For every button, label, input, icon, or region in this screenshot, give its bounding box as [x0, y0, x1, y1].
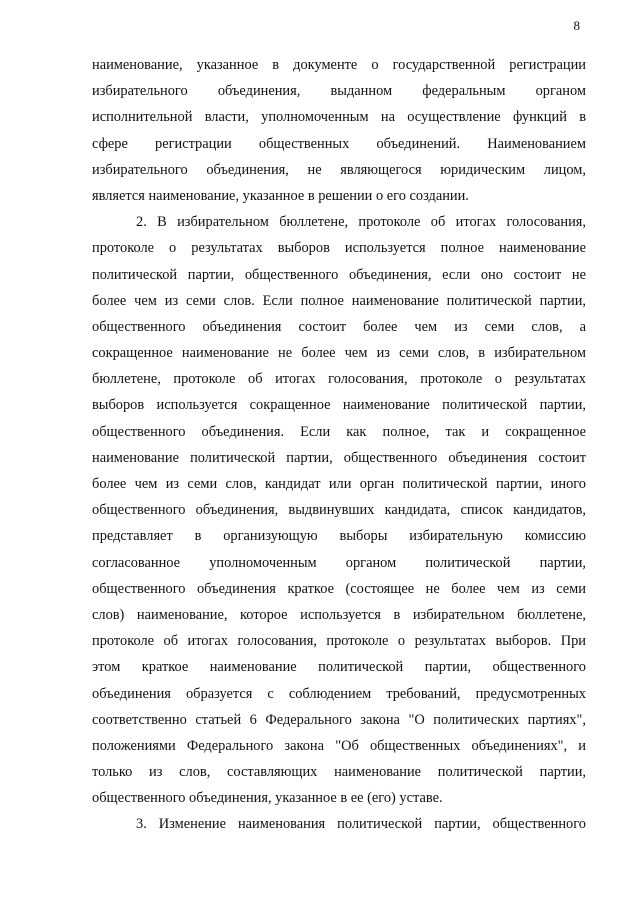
text-line: положениями Федерального закона "Об общественных объединениях", и — [92, 737, 586, 754]
text-line: общественного объединения, указанное в ее (его) уставе. — [92, 790, 443, 807]
text-line: более чем из семи слов, кандидат или орган политической партии, иного — [92, 476, 586, 492]
text-line: сокращенное наименование не более чем из семи слов, в избирательном — [92, 345, 586, 362]
text-line: более чем из семи слов. Если полное наименование политической партии, — [92, 292, 586, 309]
text-line: бюллетене, протоколе об итогах голосования, протоколе о результатах — [92, 371, 586, 388]
paragraph-start-line: 2. В избирательном бюллетене, протоколе об итогах голосования, — [136, 214, 586, 231]
text-line: протоколе о результатах выборов используется полное наименование — [92, 240, 586, 257]
text-line: общественного объединения, выдвинувших кандидата, список кандидатов, — [92, 502, 586, 519]
text-line: наименование, указанное в документе о государственной регистрации — [92, 57, 586, 73]
text-line: является наименование, указанное в решении о его создании. — [92, 187, 469, 204]
text-line: этом краткое наименование политической партии, общественного — [92, 659, 586, 676]
text-line: представляет в организующую выборы избирательную комиссию — [92, 528, 586, 545]
text-line: сфере регистрации общественных объединений. Наименованием — [92, 135, 586, 152]
text-line: общественного объединения краткое (состоящее не более чем из семи — [92, 580, 586, 597]
text-line: протоколе об итогах голосования, протоколе о результатах выборов. При — [92, 633, 586, 650]
text-line: избирательного объединения, выданном федеральным органом — [92, 83, 586, 100]
text-line: избирательного объединения, не являющегося юридическим лицом, — [92, 161, 586, 178]
text-line: выборов используется сокращенное наименование политической партии, — [92, 397, 586, 414]
text-line: соответственно статьей 6 Федерального закона "О политических партиях", — [92, 711, 586, 728]
page-number: 8 — [573, 18, 580, 33]
text-line: слов) наименование, которое используется в избирательном бюллетене, — [92, 606, 586, 623]
text-line: только из слов, составляющих наименование политической партии, — [92, 764, 586, 781]
text-line: исполнительной власти, уполномоченным на осуществление функций в — [92, 109, 586, 126]
text-line: общественного объединения. Если как полное, так и сокращенное — [92, 423, 586, 440]
paragraph-start-line: 3. Изменение наименования политической партии, общественного — [136, 816, 586, 833]
text-line: общественного объединения состоит более чем из семи слов, а — [92, 318, 586, 335]
text-line: наименование политической партии, общественного объединения состоит — [92, 449, 586, 466]
text-line: объединения образуется с соблюдением требований, предусмотренных — [92, 685, 586, 702]
document-body — [92, 52, 586, 838]
text-line: согласованное уполномоченным органом политической партии, — [92, 554, 586, 571]
text-line: политической партии, общественного объединения, если оно состоит не — [92, 266, 586, 283]
